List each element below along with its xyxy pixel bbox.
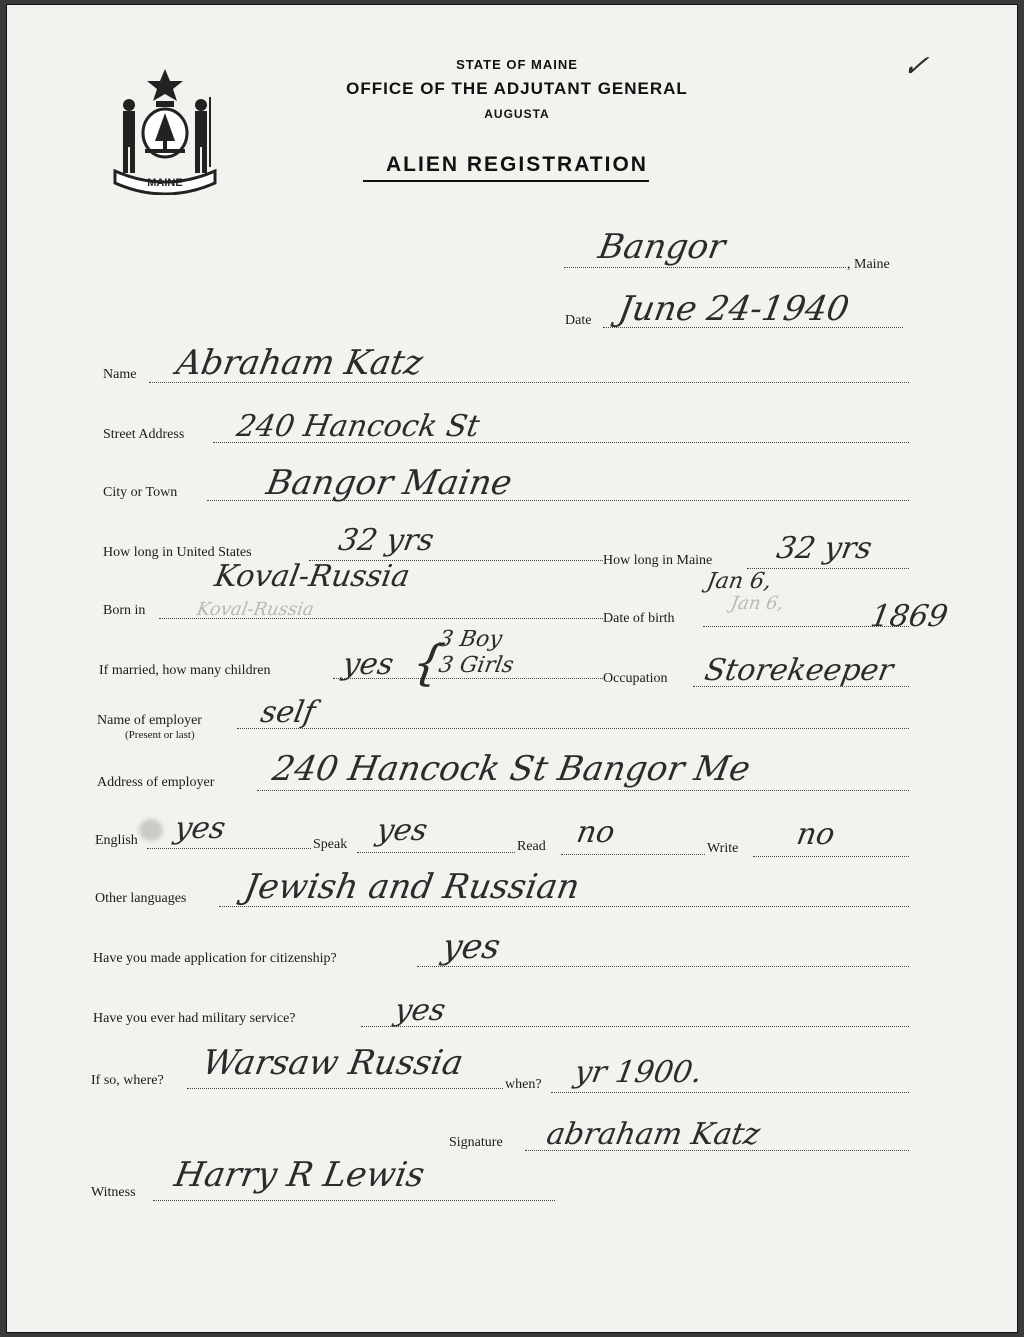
state-seal-icon <box>109 67 221 195</box>
occupation-label: Occupation <box>603 671 668 686</box>
write-line <box>753 856 909 857</box>
born-value: Koval-Russia <box>211 559 413 594</box>
header-city: AUGUSTA <box>484 107 550 121</box>
english-value: yes <box>171 811 229 846</box>
speak-line <box>357 852 515 853</box>
employer-address-value: 240 Hancock St Bangor Me <box>269 749 754 789</box>
street-value: 240 Hancock St <box>233 409 483 444</box>
where-line <box>187 1088 503 1089</box>
dob-faded-text: Jan 6, <box>729 593 786 614</box>
dob-year-value: 1869 <box>867 599 951 634</box>
maine-years-value: 32 yrs <box>773 531 875 566</box>
where-value: Warsaw Russia <box>199 1043 467 1083</box>
where-label: If so, where? <box>91 1073 164 1088</box>
us-years-label: How long in United States <box>103 545 252 560</box>
speak-label: Speak <box>313 837 348 852</box>
occupation-value: Storekeeper <box>701 653 896 688</box>
employer-sub-label: (Present or last) <box>125 729 195 741</box>
when-value: yr 1900. <box>571 1055 705 1090</box>
street-label: Street Address <box>103 427 185 442</box>
employer-address-line <box>257 790 909 791</box>
other-languages-value: Jewish and Russian <box>241 867 583 907</box>
children-girls: 3 Girls <box>436 653 516 678</box>
maine-years-label: How long in Maine <box>603 553 713 568</box>
registration-form <box>6 4 1018 1333</box>
born-faded-text: Koval-Russia <box>195 599 316 620</box>
military-value: yes <box>391 993 449 1028</box>
military-line <box>361 1026 909 1027</box>
name-label: Name <box>103 367 137 382</box>
dob-label: Date of birth <box>603 611 675 626</box>
english-label: English <box>95 833 138 848</box>
witness-line <box>153 1200 555 1201</box>
read-value: no <box>573 815 618 850</box>
header-office: OFFICE OF THE ADJUTANT GENERAL <box>346 79 688 98</box>
ink-smudge <box>139 819 163 841</box>
name-value: Abraham Katz <box>173 343 426 383</box>
when-line <box>551 1092 909 1093</box>
employer-line <box>237 728 909 729</box>
dob-value-top: Jan 6, <box>704 569 774 594</box>
date-value: June 24-1940 <box>615 289 853 329</box>
children-brace: { <box>408 635 449 691</box>
witness-label: Witness <box>91 1185 136 1200</box>
employer-label: Name of employer <box>97 713 202 728</box>
date-label: Date <box>565 313 592 328</box>
witness-value: Harry R Lewis <box>171 1155 428 1195</box>
check-mark-icon: ✓ <box>899 49 932 84</box>
speak-value: yes <box>373 813 431 848</box>
children-boys: 3 Boy <box>436 627 505 652</box>
signature-label: Signature <box>449 1135 503 1150</box>
write-label: Write <box>707 841 739 856</box>
title-underline <box>363 180 649 182</box>
read-line <box>561 854 705 855</box>
place-line <box>564 267 846 268</box>
military-label: Have you ever had military service? <box>93 1011 296 1026</box>
employer-address-label: Address of employer <box>97 775 215 790</box>
when-label: when? <box>505 1077 542 1092</box>
place-value: Bangor <box>595 227 729 267</box>
other-languages-label: Other languages <box>95 891 187 906</box>
children-label: If married, how many children <box>99 663 271 678</box>
city-label: City or Town <box>103 485 178 500</box>
children-value: yes <box>339 647 397 682</box>
city-value: Bangor Maine <box>263 463 515 503</box>
signature-value: abraham Katz <box>543 1117 763 1152</box>
write-value: no <box>793 817 838 852</box>
us-years-value: 32 yrs <box>335 523 437 558</box>
seal-ribbon-text: MAINE <box>147 177 183 189</box>
form-title: ALIEN REGISTRATION <box>386 153 648 176</box>
born-label: Born in <box>103 603 146 618</box>
citizenship-label: Have you made application for citizenship? <box>93 951 337 966</box>
employer-value: self <box>257 695 318 730</box>
place-suffix: , Maine <box>847 257 890 272</box>
citizenship-value: yes <box>439 927 504 967</box>
header-state: STATE OF MAINE <box>456 57 578 72</box>
read-label: Read <box>517 839 546 854</box>
english-line <box>147 848 311 849</box>
